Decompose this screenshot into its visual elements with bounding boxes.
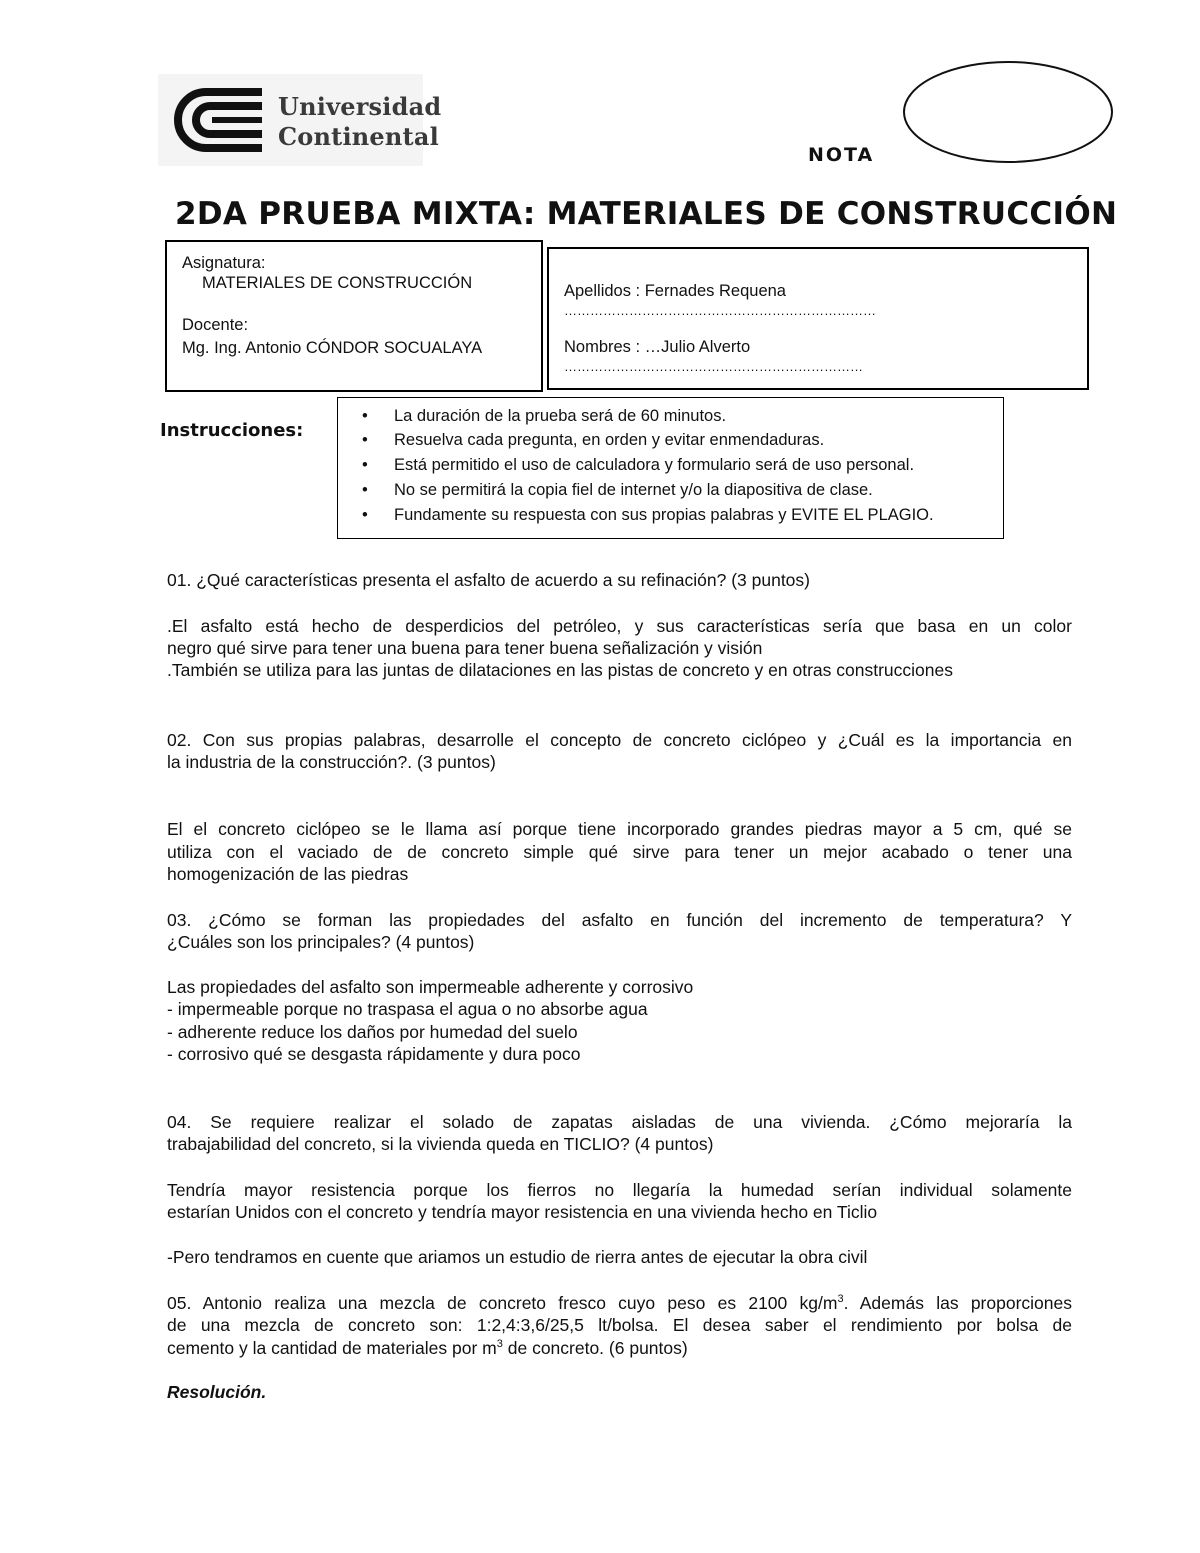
answer-4-line: Tendría mayor resistencia porque los fierros no llegaría la humedad serían individual solamente bbox=[167, 1180, 1072, 1200]
question-1: 01. ¿Qué características presenta el asfalto de acuerdo a su refinación? (3 puntos) bbox=[167, 570, 810, 590]
question-5-line: de una mezcla de concreto son: 1:2,4:3,6/25,5 lt/bolsa. El desea saber el rendimiento por bolsa de bbox=[167, 1315, 1072, 1335]
nombres-dots: …………………………………………………………… bbox=[564, 359, 863, 374]
bullet-icon: • bbox=[362, 431, 368, 449]
answer-4-extra: -Pero tendramos en cuente que ariamos un estudio de rierra antes de ejecutar la obra civil bbox=[167, 1247, 868, 1267]
course-info-box bbox=[165, 240, 543, 392]
answer-2-line: El el concreto ciclópeo se le llama así porque tiene incorporado grandes piedras mayor a 5 cm, qué se bbox=[167, 819, 1072, 839]
answer-3-line: - impermeable porque no traspasa el agua o no absorbe agua bbox=[167, 999, 648, 1019]
bullet-icon: • bbox=[362, 456, 368, 474]
answer-4-line: estarían Unidos con el concreto y tendría mayor resistencia en una vivienda hecho en Ticlio bbox=[167, 1202, 878, 1222]
answer-2-line: homogenización de las piedras bbox=[167, 864, 409, 884]
student-info-box bbox=[547, 247, 1089, 390]
asignatura-label: Asignatura: bbox=[182, 254, 266, 272]
answer-3-line: - corrosivo qué se desgasta rápidamente y dura poco bbox=[167, 1044, 581, 1064]
question-4-line: trabajabilidad del concreto, si la vivienda queda en TICLIO? (4 puntos) bbox=[167, 1134, 714, 1154]
logo-text-line2: Continental bbox=[278, 122, 439, 151]
question-3-line: ¿Cuáles son los principales? (4 puntos) bbox=[167, 932, 475, 952]
docente-value: Mg. Ing. Antonio CÓNDOR SOCUALAYA bbox=[182, 339, 483, 357]
answer-1-line: .El asfalto está hecho de desperdicios del petróleo, y sus características sería que basa en un color bbox=[167, 616, 1072, 636]
answer-1-line: .También se utiliza para las juntas de dilataciones en las pistas de concreto y en otras construcciones bbox=[167, 660, 953, 680]
answer-3-line: Las propiedades del asfalto son impermeable adherente y corrosivo bbox=[167, 977, 694, 997]
question-3-line: 03. ¿Cómo se forman las propiedades del asfalto en función del incremento de temperatura? Y bbox=[167, 910, 1072, 930]
logo-text-line1: Universidad bbox=[278, 92, 442, 121]
grade-oval[interactable] bbox=[898, 58, 1116, 168]
answer-2-line: utiliza con el vaciado de de concreto simple qué sirve para tener un mejor acabado o tener una bbox=[167, 842, 1072, 862]
question-2-line: 02. Con sus propias palabras, desarrolle el concepto de concreto ciclópeo y ¿Cuál es la importancia en bbox=[167, 730, 1072, 750]
asignatura-value: MATERIALES DE CONSTRUCCIÓN bbox=[202, 274, 473, 292]
question-5-line: cemento y la cantidad de materiales por $m^3$ de concreto. (6 puntos) bbox=[167, 1338, 688, 1358]
nombres-field[interactable]: Nombres : …Julio Alverto bbox=[564, 338, 751, 356]
logo-mark-icon bbox=[172, 86, 272, 154]
question-2-line: la industria de la construcción?. (3 puntos) bbox=[167, 752, 496, 772]
answer-3-line: - adherente reduce los daños por humedad del suelo bbox=[167, 1022, 578, 1042]
question-4-line: 04. Se requiere realizar el solado de zapatas aisladas de una vivienda. ¿Cómo mejoraría la bbox=[167, 1112, 1072, 1132]
grade-label: NOTA bbox=[808, 144, 875, 166]
apellidos-field[interactable]: Apellidos : Fernades Requena bbox=[564, 282, 786, 300]
bullet-icon: • bbox=[362, 506, 368, 524]
bullet-icon: • bbox=[362, 481, 368, 499]
university-logo bbox=[158, 74, 442, 166]
answer-1-line: negro qué sirve para tener una buena para tener buena señalización y visión bbox=[167, 638, 763, 658]
instructions-box: • La duración de la prueba será de 60 minutos. • Resuelva cada pregunta, en orden y evitar enmendaduras. • Está permitido el uso de calculadora y formulario será de uso personal. • No se permitirá la copia fiel de internet y/o la diapositiva de clase. • Fundamente su respuesta con sus propias palabras y EVITE EL PLAGIO. bbox=[337, 397, 1004, 539]
question-5-line: 05. Antonio realiza una mezcla de concreto fresco cuyo peso es 2100 $kg/m^3$. Además las proporciones bbox=[167, 1293, 1072, 1313]
docente-label: Docente: bbox=[182, 316, 249, 334]
bullet-icon: • bbox=[362, 407, 368, 425]
apellidos-dots: ……………………………………………………………… bbox=[564, 303, 876, 318]
resolution-heading: Resolución. bbox=[167, 1382, 267, 1402]
instructions-label: Instrucciones: bbox=[160, 420, 304, 441]
page-title: 2DA PRUEBA MIXTA: MATERIALES DE CONSTRUCCIÓN bbox=[175, 196, 1118, 232]
